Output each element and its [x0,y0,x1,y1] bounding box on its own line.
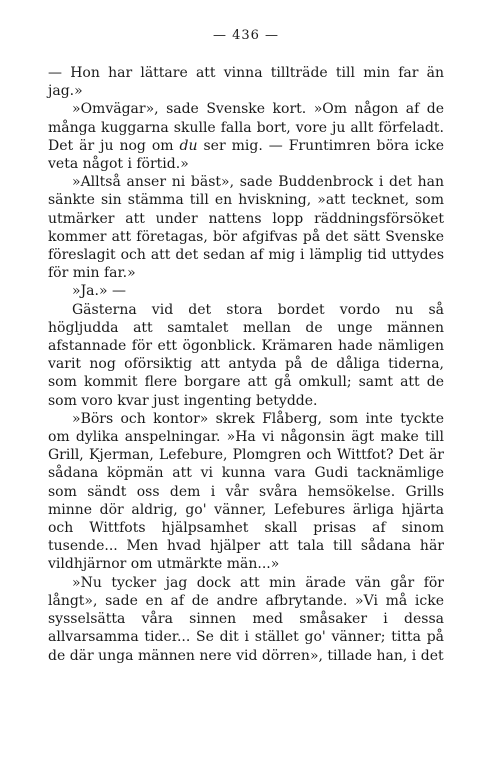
paragraph-4: »Ja.» — [72,283,126,300]
paragraph-2-part-1: »Omvägar», sade Svenske kort. »Om någon af de många kuggarna skulle falla bort, vore ju allt förfeladt. Det är ju nog om [48,101,444,154]
paragraph-2 [48,100,444,173]
paragraph-5: Gästerna vid det stora bordet vordo nu så högljudda att samtalet mellan de unge männen afstannade för ett ögonblick. Krämaren hade nämligen varit nog oförsiktig att antyda på de dåliga tiderna, som kommit flere borgare att gå omkull; samt att de som voro kvar just ingenting betydde. [48,301,444,409]
paragraph-2-italic-word: du [179,137,198,154]
page-number: — 436 — [212,28,280,43]
paragraph-6: »Börs och kontor» skrek Flåberg, som inte tyckte om dylika anspelningar. »Ha vi någonsin ägt make till Grill, Kjerman, Lefebure, Plomgren och Wittfot? Det är sådana köpmän att vi kunna vara Gudi tacknämlige som sändt oss dem i vår svåra hemsökelse. Grills minne dör aldrig, go' vänner, Lefebures ärliga hjärta och Wittfots hjälpsamhet skall prisas af sinom tusende... Men hvad hjälper att tala till sådana här vildhjärnor om utmärkte män...» [48,410,444,573]
paragraph-7: »Nu tycker jag dock att min ärade vän går för långt», sade en af de andre afbrytande. »Vi må icke sysselsätta våra sinnen med småsaker i dessa allvarsamma tider... Se dit i stället go' vänner; titta på de där unga männen nere vid dörren», tillade han, i det [48,574,444,664]
paragraph-1: — Hon har lättare att vinna tillträde till min far än jag.» [48,65,444,100]
paragraph-3: »Alltså anser ni bäst», sade Buddenbrock i det han sänkte sin stämma till en hviskning, »att tecknet, som utmärker att under nattens lopp räddningsförsöket kommer att företagas, bör afgifvas på det sätt Svenske föreslagit och att det sedan af mig i lämplig tid uttydes för min far.» [48,174,444,282]
book-page [48,28,444,665]
paragraph-2-part-2: ser mig. — Fruntimren böra icke veta något i förtid.» [48,137,444,173]
